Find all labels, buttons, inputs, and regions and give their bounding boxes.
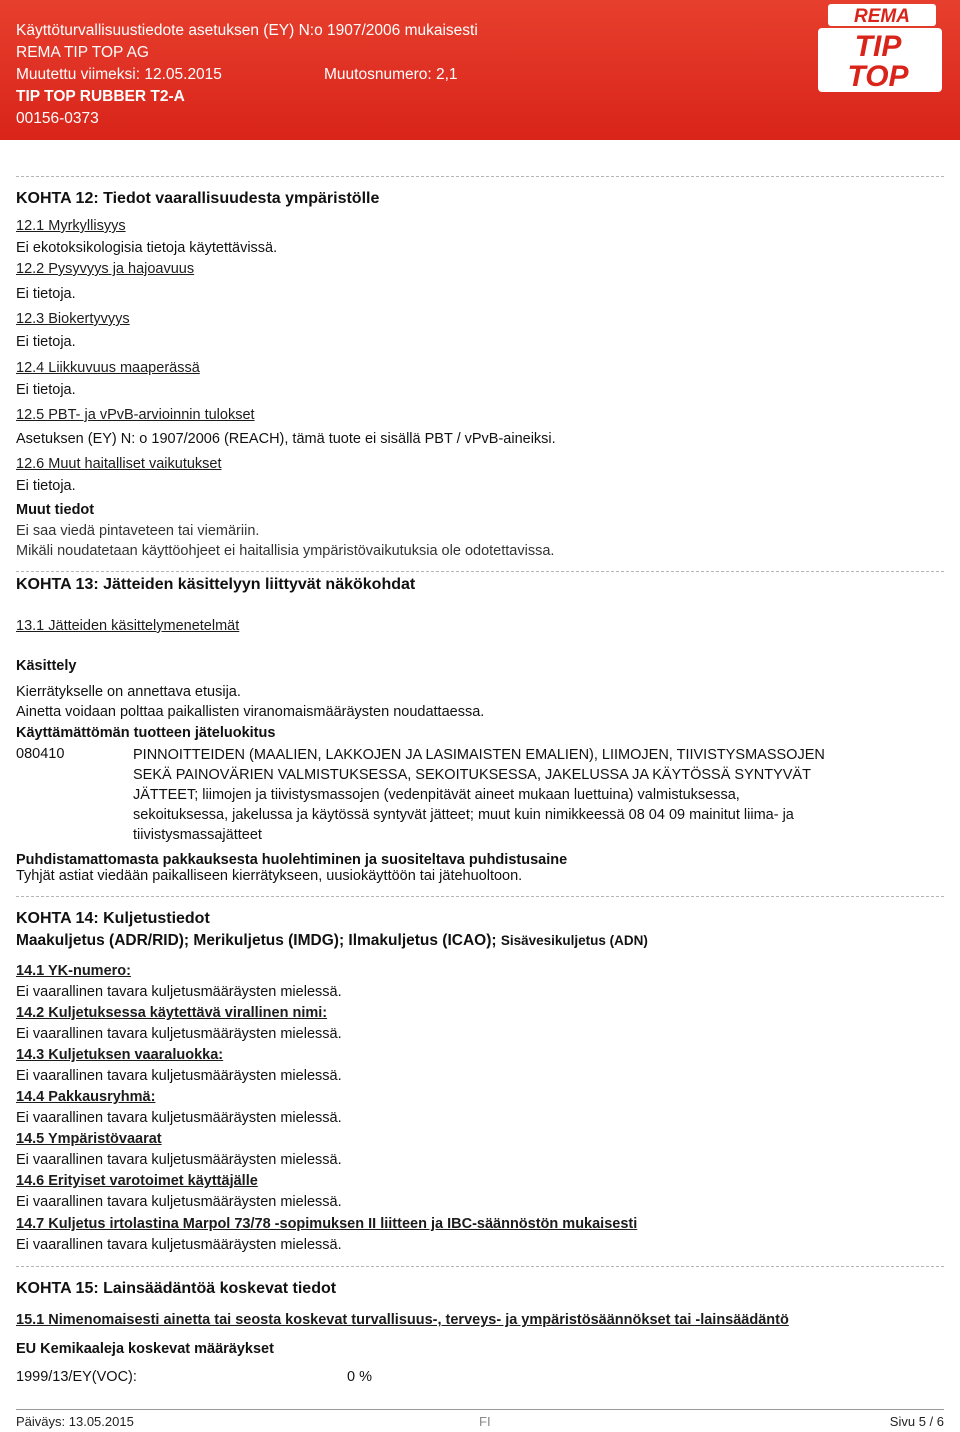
waste-desc-line: sekoituksessa, jakelussa ja käytössä syntyvät jätteet; muut kuin nimikkeessä 08 04 09 mainitut liima- ja (133, 807, 794, 823)
text-14-1: Ei vaarallinen tavara kuljetusmääräysten mielessä. (16, 984, 342, 1000)
sub-13-1: 13.1 Jätteiden käsittelymenetelmät (16, 618, 240, 634)
company-name: REMA TIP TOP AG (16, 44, 149, 61)
waste-code: 080410 (16, 746, 65, 762)
voc-value: 0 % (347, 1369, 372, 1385)
divider (16, 1266, 944, 1267)
divider (16, 571, 944, 572)
revision-number: Muutosnumero: 2,1 (324, 66, 458, 83)
text-14-4: Ei vaarallinen tavara kuljetusmääräysten mielessä. (16, 1110, 342, 1126)
waste-desc-line: PINNOITTEIDEN (MAALIEN, LAKKOJEN JA LASIMAISTEN EMALIEN), LIIMOJEN, TIIVISTYSMASSOJEN (133, 747, 825, 763)
sub-12-5: 12.5 PBT- ja vPvB-arvioinnin tulokset (16, 407, 255, 423)
logo-word-tip: TIP (854, 30, 902, 63)
footer-rule (16, 1409, 944, 1410)
divider (16, 896, 944, 897)
section-13-title: KOHTA 13: Jätteiden käsittelyyn liittyvät näkökohdat (16, 576, 416, 593)
packaging-text: Tyhjät astiat viedään paikalliseen kierrätykseen, uusiokäyttöön tai jätehuoltoon. (16, 868, 523, 884)
footer-page-number: Sivu 5 / 6 (889, 1414, 944, 1429)
voc-label: 1999/13/EY(VOC): (16, 1369, 137, 1385)
waste-desc-line: JÄTTEET; liimojen ja tiivistysmassojen (vedenpitävät aineet mukaan luettuina) valmistuksessa, (133, 787, 740, 803)
transport-modes-inland: Sisävesikuljetus (ADN) (500, 933, 648, 948)
sub-14-4: 14.4 Pakkausryhmä: (16, 1089, 156, 1105)
sub-15-1: 15.1 Nimenomaisesti ainetta tai seosta koskevat turvallisuus-, terveys- ja ympäristösäännökset tai -lainsäädäntö (16, 1312, 789, 1328)
product-code: 00156-0373 (16, 110, 99, 127)
waste-desc-line: tiivistysmassajätteet (133, 827, 262, 843)
text-12-5: Asetuksen (EY) N: o 1907/2006 (REACH), tämä tuote ei sisällä PBT / vPvB-aineiksi. (16, 431, 556, 447)
eu-regulations-title: EU Kemikaaleja koskevat määräykset (16, 1341, 274, 1357)
footer-language: FI (479, 1414, 491, 1429)
document-header (0, 0, 960, 140)
text-12-1: Ei ekotoksikologisia tietoja käytettävissä. (16, 240, 278, 256)
text-12-2: Ei tietoja. (16, 286, 76, 302)
sub-14-6: 14.6 Erityiset varotoimet käyttäjälle (16, 1173, 258, 1189)
text-14-5: Ei vaarallinen tavara kuljetusmääräysten mielessä. (16, 1152, 342, 1168)
sub-14-3: 14.3 Kuljetuksen vaaraluokka: (16, 1047, 224, 1063)
transport-modes-main: Maakuljetus (ADR/RID); Merikuljetus (IMDG); Ilmakuljetus (ICAO); (16, 932, 497, 949)
sub-12-4: 12.4 Liikkuvuus maaperässä (16, 360, 200, 376)
product-name: TIP TOP RUBBER T2-A (16, 88, 185, 105)
text-14-6: Ei vaarallinen tavara kuljetusmääräysten mielessä. (16, 1194, 342, 1210)
text-12-3: Ei tietoja. (16, 334, 76, 350)
waste-desc-line: SEKÄ PAINOVÄRIEN VALMISTUKSESSA, SEKOITUKSESSA, JAKELUSSA JA KÄYTÖSSÄ SYNTYVÄT (133, 767, 811, 783)
text-14-2: Ei vaarallinen tavara kuljetusmääräysten mielessä. (16, 1026, 342, 1042)
footer-date: Päiväys: 13.05.2015 (16, 1414, 134, 1429)
text-14-3: Ei vaarallinen tavara kuljetusmääräysten mielessä. (16, 1068, 342, 1084)
sub-14-1: 14.1 YK-numero: (16, 963, 131, 979)
sub-12-6: 12.6 Muut haitalliset vaikutukset (16, 456, 222, 472)
transport-modes (16, 932, 648, 950)
divider (16, 176, 944, 177)
waste-description (133, 745, 923, 845)
text-12-6: Ei tietoja. (16, 478, 76, 494)
other-info-title: Muut tiedot (16, 502, 95, 518)
packaging-title: Puhdistamattomasta pakkauksesta huolehtiminen ja suositeltava puhdistusaine (16, 852, 568, 868)
handling-text-2: Ainetta voidaan polttaa paikallisten viranomaismääräysten noudattaessa. (16, 704, 485, 720)
section-14-title: KOHTA 14: Kuljetustiedot (16, 910, 210, 927)
rema-tip-top-logo (814, 4, 946, 94)
handling-title: Käsittely (16, 658, 77, 674)
sub-14-2: 14.2 Kuljetuksessa käytettävä virallinen nimi: (16, 1005, 328, 1021)
handling-text-1: Kierrätykselle on annettava etusija. (16, 684, 241, 700)
sub-12-3: 12.3 Biokertyvyys (16, 311, 130, 327)
logo-word-rema: REMA (854, 6, 910, 27)
waste-classification-title: Käyttämättömän tuotteen jäteluokitus (16, 725, 276, 741)
other-info-2: Mikäli noudatetaan käyttöohjeet ei haitallisia ympäristövaikutuksia ole odotettavissa. (16, 543, 555, 559)
text-14-7: Ei vaarallinen tavara kuljetusmääräysten mielessä. (16, 1237, 342, 1253)
section-12-title: KOHTA 12: Tiedot vaarallisuudesta ympäristölle (16, 190, 380, 207)
section-15-title: KOHTA 15: Lainsäädäntöä koskevat tiedot (16, 1280, 337, 1297)
regulation-line: Käyttöturvallisuustiedote asetuksen (EY) N:o 1907/2006 mukaisesti (16, 22, 478, 39)
sub-12-2: 12.2 Pysyvyys ja hajoavuus (16, 261, 195, 277)
text-12-4: Ei tietoja. (16, 382, 76, 398)
sub-12-1: 12.1 Myrkyllisyys (16, 218, 126, 234)
sub-14-5: 14.5 Ympäristövaarat (16, 1131, 162, 1147)
sub-14-7: 14.7 Kuljetus irtolastina Marpol 73/78 -sopimuksen II liitteen ja IBC-säännöstön mukaisesti (16, 1216, 638, 1232)
logo-word-top: TOP (847, 60, 909, 93)
other-info-1: Ei saa viedä pintaveteen tai viemäriin. (16, 523, 260, 539)
modified-date: Muutettu viimeksi: 12.05.2015 (16, 66, 222, 83)
